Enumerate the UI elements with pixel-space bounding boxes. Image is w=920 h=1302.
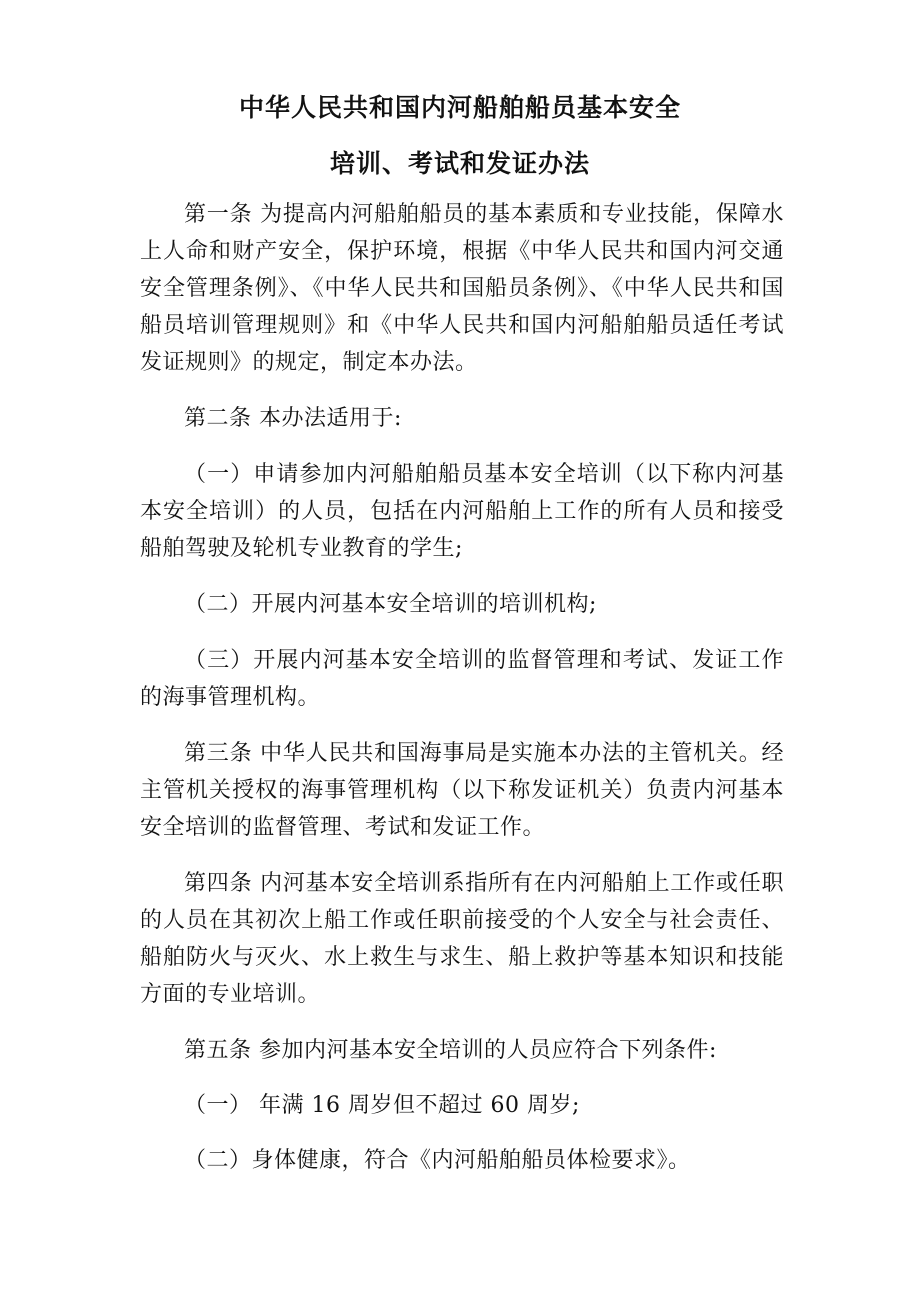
article-1-paragraph: 第一条 为提高内河船舶船员的基本素质和专业技能，保障水上人命和财产安全，保护环境，根据《中华人民共和国内河交通安全管理条例》、《中华人民共和国船员条例》、《中华人民共和国船员培训管理规则》和《中华人民共和国内河船舶船员适任考试发证规则》的规定，制定本办法。 <box>140 202 784 375</box>
article-2-paragraph: 第二条 本办法适用于: <box>184 406 402 431</box>
document-title-line-1: 中华人民共和国内河船舶船员基本安全 <box>238 93 681 122</box>
document-title-line-2: 培训、考试和发证办法 <box>329 149 590 178</box>
article-5-item-2: （二）身体健康，符合《内河船舶船员体检要求》。 <box>184 1148 691 1173</box>
article-3-paragraph: 第三条 中华人民共和国海事局是实施本办法的主管机关。经主管机关授权的海事管理机构（以下称发证机关）负责内河基本安全培训的监督管理、考试和发证工作。 <box>140 741 784 840</box>
article-5-item-1: （一） 年满 16 周岁但不超过 60 周岁; <box>184 1093 580 1118</box>
article-2-item-2: （二）开展内河基本安全培训的培训机构; <box>184 592 597 617</box>
article-2-item-1: （一）申请参加内河船舶船员基本安全培训（以下称内河基本安全培训）的人员，包括在内河船舶上工作的所有人员和接受船舶驾驶及轮机专业教育的学生; <box>140 462 784 561</box>
article-5-paragraph: 第五条 参加内河基本安全培训的人员应符合下列条件: <box>184 1038 717 1063</box>
article-2-item-3: （三）开展内河基本安全培训的监督管理和考试、发证工作的海事管理机构。 <box>140 648 784 710</box>
document-body <box>140 196 784 1197</box>
article-4-paragraph: 第四条 内河基本安全培训系指所有在内河船舶上工作或任职的人员在其初次上船工作或任职前接受的个人安全与社会责任、船舶防火与灭火、水上救生与求生、船上救护等基本知识和技能方面的专业培训。 <box>140 871 784 1007</box>
